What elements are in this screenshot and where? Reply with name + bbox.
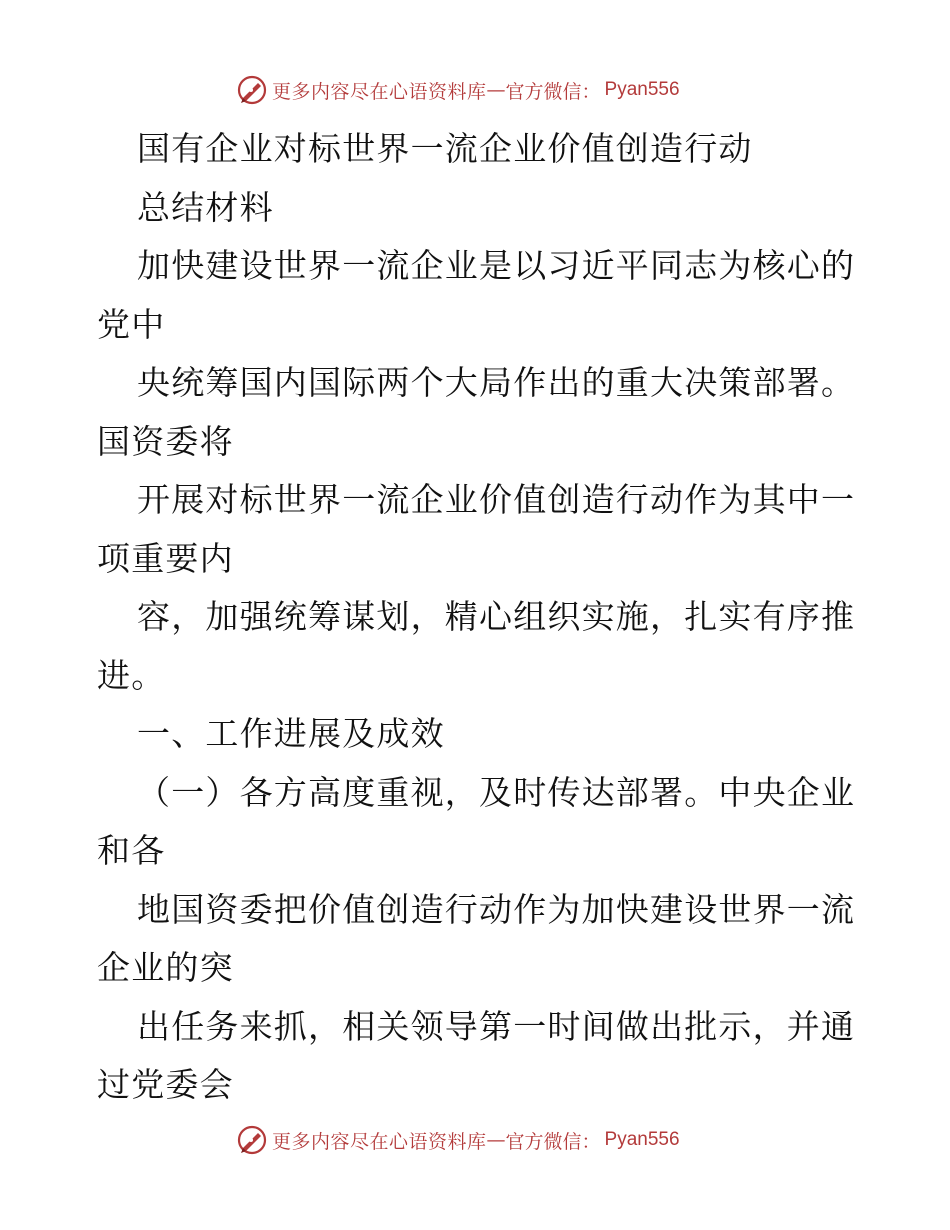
document-line: 一、工作进展及成效 — [137, 714, 445, 753]
document-line: 党中 — [97, 304, 166, 344]
document-line: 和各 — [97, 831, 166, 870]
document-line: 项重要内 — [97, 538, 234, 578]
watermark-wechat-label: 官方微信： — [505, 1130, 601, 1153]
document-line: 过党委会 — [97, 1065, 234, 1104]
watermark-text: 更多内容尽在心语资料库 — [272, 1130, 487, 1153]
document-line: （一）各方高度重视，及时传达部署。中央企业 — [137, 772, 856, 812]
document-line: 出任务来抓，相关领导第一时间做出批示，并通 — [137, 1006, 856, 1046]
watermark-wechat-id: Pyan556 — [604, 1129, 680, 1150]
pen-logo-icon — [236, 74, 268, 106]
pen-logo-icon — [236, 1124, 268, 1156]
document-line: 进。 — [97, 655, 166, 695]
document-line: 国有企业对标世界一流企业价值创造行动 — [137, 129, 753, 168]
document-body — [97, 120, 867, 1115]
document-line: 地国资委把价值创造行动作为加快建设世界一流 — [137, 889, 856, 929]
document-line: 加快建设世界一流企业是以习近平同志为核心的 — [137, 246, 856, 285]
footer-watermark — [236, 1123, 680, 1157]
document-line: 国资委将 — [97, 421, 234, 461]
watermark-dash: — — [486, 79, 506, 101]
document-line: 开展对标世界一流企业价值创造行动作为其中一 — [137, 480, 856, 519]
watermark-text: 更多内容尽在心语资料库 — [272, 80, 487, 103]
document-line: 企业的突 — [97, 948, 234, 987]
document-line: 总结材料 — [137, 187, 274, 227]
header-watermark — [236, 73, 680, 107]
document-line: 央统筹国内国际两个大局作出的重大决策部署。 — [137, 363, 856, 402]
document-line: 容，加强统筹谋划，精心组织实施，扎实有序推 — [137, 597, 856, 636]
watermark-dash: — — [486, 1129, 506, 1151]
watermark-wechat-id: Pyan556 — [604, 79, 680, 100]
watermark-wechat-label: 官方微信： — [505, 80, 601, 103]
